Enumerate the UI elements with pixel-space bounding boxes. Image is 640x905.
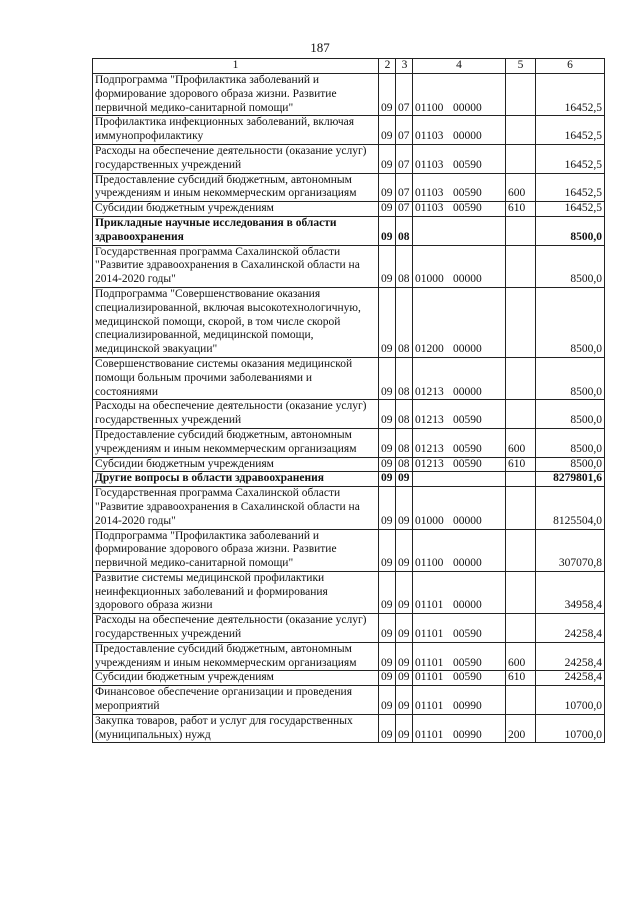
row-section: 09 [379,671,396,686]
row-code-program: 01103 [415,158,444,171]
row-sum: 16452,5 [536,202,605,217]
row-name: Расходы на обеспечение деятельности (оказание услуг) государственных учреждений [93,144,379,173]
page-number: 187 [310,40,330,55]
row-name: Развитие системы медицинской профилактики неинфекционных заболеваний и формирования здорового образа жизни [93,571,379,613]
row-sum: 307070,8 [536,529,605,571]
table-row [93,614,605,643]
row-expense-type [506,686,536,715]
row-section: 09 [379,357,396,399]
row-sum: 34958,4 [536,571,605,613]
row-code-program: 01101 [415,671,444,684]
row-code-direction: 00590 [453,442,482,455]
row-section: 09 [379,428,396,457]
col-header-1: 1 [93,59,379,74]
row-section: 09 [379,642,396,671]
row-sum: 8500,0 [536,428,605,457]
row-sum: 8125504,0 [536,487,605,529]
row-code-program: 01101 [415,656,444,669]
row-code-direction: 00990 [453,700,482,713]
row-code-direction: 00000 [453,514,482,527]
table-row [93,472,605,487]
row-sum: 10700,0 [536,714,605,743]
row-code-program: 01103 [415,202,444,215]
col-header-4: 4 [413,59,506,74]
row-code-program: 01101 [415,728,444,741]
row-target-code [413,571,506,613]
header-row [93,59,605,74]
row-target-code [413,686,506,715]
table-row [93,287,605,357]
row-target-code [413,671,506,686]
col-header-2: 2 [379,59,396,74]
row-name: Прикладные научные исследования в области здравоохранения [93,216,379,245]
row-subsection: 09 [396,642,413,671]
table-row [93,173,605,202]
row-section: 09 [379,400,396,429]
table-row [93,487,605,529]
row-code-direction: 00590 [453,457,482,470]
row-expense-type [506,529,536,571]
table-row [93,529,605,571]
row-name: Профилактика инфекционных заболеваний, включая иммунопрофилактику [93,116,379,145]
row-target-code [413,714,506,743]
row-section: 09 [379,529,396,571]
row-code-direction: 00000 [453,385,482,398]
row-name: Предоставление субсидий бюджетным, автономным учреждениям и иным некоммерческим организациям [93,642,379,671]
row-subsection: 08 [396,457,413,472]
row-name: Предоставление субсидий бюджетным, автономным учреждениям и иным некоммерческим организациям [93,428,379,457]
row-expense-type [506,571,536,613]
row-code-program: 01100 [415,101,444,114]
row-expense-type: 600 [506,642,536,671]
row-subsection: 09 [396,472,413,487]
row-name: Расходы на обеспечение деятельности (оказание услуг) государственных учреждений [93,400,379,429]
row-section: 09 [379,74,396,116]
row-target-code [413,144,506,173]
row-section: 09 [379,173,396,202]
row-sum: 8500,0 [536,287,605,357]
row-name: Расходы на обеспечение деятельности (оказание услуг) государственных учреждений [93,614,379,643]
row-section: 09 [379,614,396,643]
table-row [93,202,605,217]
row-expense-type [506,400,536,429]
row-name: Подпрограмма "Профилактика заболеваний и формирование здорового образа жизни. Развитие первичной медико-санитарной помощи" [93,529,379,571]
row-target-code [413,428,506,457]
table-row [93,671,605,686]
row-subsection: 09 [396,529,413,571]
row-section: 09 [379,245,396,287]
row-expense-type: 600 [506,428,536,457]
row-expense-type: 610 [506,457,536,472]
row-target-code [413,614,506,643]
row-code-program: 01000 [415,514,444,527]
row-code-direction: 00000 [453,101,482,114]
row-expense-type [506,287,536,357]
row-sum: 8500,0 [536,245,605,287]
row-section: 09 [379,202,396,217]
row-sum: 8500,0 [536,216,605,245]
row-name: Финансовое обеспечение организации и проведения мероприятий [93,686,379,715]
row-code-program: 01103 [415,187,444,200]
row-code-program: 01200 [415,343,444,356]
row-code-direction: 00000 [453,343,482,356]
table-row [93,116,605,145]
row-section: 09 [379,287,396,357]
row-subsection: 09 [396,571,413,613]
row-target-code [413,472,506,487]
table-row [93,457,605,472]
table-row [93,245,605,287]
row-subsection: 09 [396,714,413,743]
row-sum: 16452,5 [536,74,605,116]
row-target-code [413,400,506,429]
row-subsection: 08 [396,357,413,399]
row-sum: 24258,4 [536,671,605,686]
col-header-5: 5 [506,59,536,74]
table-row [93,571,605,613]
table-row [93,642,605,671]
table-row [93,686,605,715]
row-expense-type [506,74,536,116]
row-target-code [413,116,506,145]
row-section: 09 [379,116,396,145]
row-section: 09 [379,487,396,529]
table-body [93,74,605,743]
row-code-direction: 00000 [453,599,482,612]
row-subsection: 08 [396,245,413,287]
row-name: Государственная программа Сахалинской области "Развитие здравоохранения в Сахалинской области на 2014-2020 годы" [93,487,379,529]
row-section: 09 [379,714,396,743]
row-subsection: 09 [396,614,413,643]
row-section: 09 [379,686,396,715]
row-section: 09 [379,571,396,613]
row-sum: 8279801,6 [536,472,605,487]
row-code-program: 01213 [415,385,444,398]
row-name: Совершенствование системы оказания медицинской помощи больным прочими заболеваниями и состояниями [93,357,379,399]
row-section: 09 [379,472,396,487]
row-name: Государственная программа Сахалинской области "Развитие здравоохранения в Сахалинской области на 2014-2020 годы" [93,245,379,287]
row-expense-type [506,116,536,145]
row-target-code [413,202,506,217]
budget-table [92,58,605,743]
row-code-program: 01213 [415,457,444,470]
table-row [93,400,605,429]
row-subsection: 08 [396,287,413,357]
row-subsection: 07 [396,144,413,173]
row-code-program: 01213 [415,414,444,427]
row-section: 09 [379,144,396,173]
row-target-code [413,487,506,529]
row-code-program: 01101 [415,599,444,612]
row-target-code [413,216,506,245]
row-sum: 16452,5 [536,116,605,145]
row-expense-type [506,487,536,529]
row-subsection: 08 [396,216,413,245]
row-name: Закупка товаров, работ и услуг для государственных (муниципальных) нужд [93,714,379,743]
row-sum: 24258,4 [536,642,605,671]
row-code-direction: 00590 [453,187,482,200]
row-sum: 24258,4 [536,614,605,643]
row-expense-type [506,357,536,399]
row-code-program: 01100 [415,557,444,570]
row-code-direction: 00590 [453,414,482,427]
row-target-code [413,457,506,472]
row-name: Предоставление субсидий бюджетным, автономным учреждениям и иным некоммерческим организациям [93,173,379,202]
row-name: Субсидии бюджетным учреждениям [93,671,379,686]
table-row [93,216,605,245]
table-row [93,714,605,743]
row-sum: 8500,0 [536,357,605,399]
row-section: 09 [379,216,396,245]
row-target-code [413,642,506,671]
row-code-direction: 00000 [453,557,482,570]
row-code-direction: 00990 [453,728,482,741]
row-subsection: 09 [396,686,413,715]
row-expense-type: 610 [506,671,536,686]
row-code-direction: 00000 [453,130,482,143]
row-sum: 16452,5 [536,144,605,173]
row-code-program: 01213 [415,442,444,455]
row-target-code [413,173,506,202]
row-subsection: 09 [396,487,413,529]
row-expense-type: 200 [506,714,536,743]
row-name: Подпрограмма "Совершенствование оказания специализированной, включая высокотехнологичную, медицинской помощи, скорой, в том числе скорой специализированной, медицинской помощи, медицинской эвакуации" [93,287,379,357]
row-code-direction: 00590 [453,671,482,684]
row-target-code [413,357,506,399]
row-target-code [413,74,506,116]
row-code-program: 01103 [415,130,444,143]
row-expense-type [506,144,536,173]
row-expense-type: 600 [506,173,536,202]
row-code-direction: 00590 [453,158,482,171]
table-row [93,357,605,399]
row-section: 09 [379,457,396,472]
row-code-direction: 00590 [453,656,482,669]
row-sum: 16452,5 [536,173,605,202]
table-row [93,144,605,173]
row-name: Субсидии бюджетным учреждениям [93,202,379,217]
row-subsection: 09 [396,671,413,686]
row-code-program: 01000 [415,273,444,286]
row-subsection: 07 [396,116,413,145]
row-name: Другие вопросы в области здравоохранения [93,472,379,487]
row-code-direction: 00590 [453,202,482,215]
row-target-code [413,287,506,357]
row-expense-type: 610 [506,202,536,217]
row-expense-type [506,614,536,643]
col-header-3: 3 [396,59,413,74]
table-row [93,428,605,457]
row-target-code [413,245,506,287]
row-subsection: 08 [396,428,413,457]
row-code-direction: 00000 [453,273,482,286]
row-sum: 8500,0 [536,400,605,429]
row-sum: 8500,0 [536,457,605,472]
row-name: Подпрограмма "Профилактика заболеваний и формирование здорового образа жизни. Развитие первичной медико-санитарной помощи" [93,74,379,116]
col-header-6: 6 [536,59,605,74]
row-code-program: 01101 [415,628,444,641]
row-code-program: 01101 [415,700,444,713]
row-expense-type [506,245,536,287]
row-code-direction: 00590 [453,628,482,641]
table-row [93,74,605,116]
row-expense-type [506,472,536,487]
row-subsection: 07 [396,173,413,202]
row-subsection: 08 [396,400,413,429]
row-name: Субсидии бюджетным учреждениям [93,457,379,472]
row-sum: 10700,0 [536,686,605,715]
row-subsection: 07 [396,74,413,116]
row-target-code [413,529,506,571]
row-expense-type [506,216,536,245]
row-subsection: 07 [396,202,413,217]
